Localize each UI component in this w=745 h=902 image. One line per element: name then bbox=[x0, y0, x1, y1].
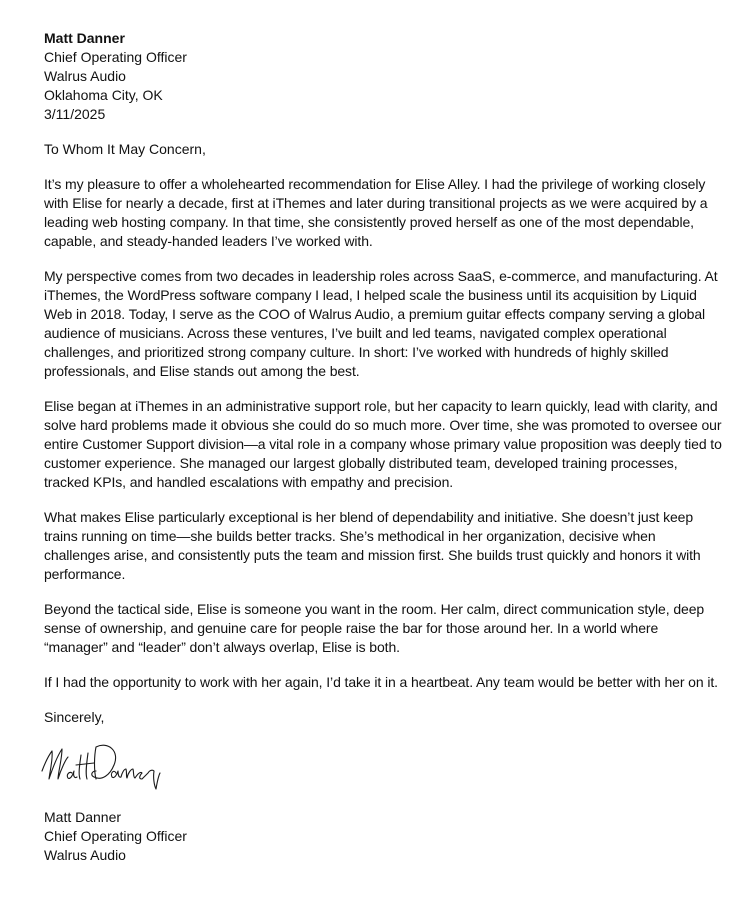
closing: Sincerely, bbox=[44, 709, 105, 725]
body-paragraph: What makes Elise particularly exceptional is her blend of dependability and initiative. She doesn’t just keep trains running on time—she builds better tracks. She’s methodical in her organization, decisive when challenges arise, and consistently puts the team and mission first. She builds trust quickly and honors it with performance. bbox=[44, 509, 701, 582]
sender-name: Matt Danner bbox=[44, 30, 125, 46]
handwritten-signature-icon bbox=[36, 733, 176, 795]
signature-block bbox=[44, 808, 724, 865]
sender-block bbox=[44, 29, 724, 124]
letter-date: 3/11/2025 bbox=[44, 106, 106, 122]
body-paragraph: It’s my pleasure to offer a wholehearted recommendation for Elise Alley. I had the privilege of working closely with Elise for nearly a decade, first at iThemes and later during transitional projects as we were acquired by a leading web hosting company. In that time, she consistently proved herself as one of the most dependable, capable, and steady-handed leaders I’ve worked with. bbox=[44, 176, 708, 249]
sender-company: Walrus Audio bbox=[44, 68, 126, 84]
body-paragraph: My perspective comes from two decades in leadership roles across SaaS, e-commerce, and manufacturing. At iThemes, the WordPress software company I lead, I helped scale the business until its acquisition by Liquid Web in 2018. Today, I serve as the COO of Walrus Audio, a premium guitar effects company serving a global audience of musicians. Across these ventures, I’ve built and led teams, navigated complex operational challenges, and prioritized strong company culture. In short: I’ve worked with hundreds of highly skilled professionals, and Elise stands out among the best. bbox=[44, 268, 718, 379]
signer-name: Matt Danner bbox=[44, 809, 122, 825]
recommendation-letter bbox=[44, 29, 724, 865]
sender-location: Oklahoma City, OK bbox=[44, 87, 163, 103]
signer-title: Chief Operating Officer bbox=[44, 828, 187, 844]
body-paragraph: Elise began at iThemes in an administrative support role, but her capacity to learn quickly, lead with clarity, and solve hard problems made it obvious she could do so much more. Over time, she was promoted to oversee our entire Customer Support division—a vital role in a company whose primary value proposition was deeply tied to customer experience. She managed our largest globally distributed team, developed training processes, tracked KPIs, and handled escalations with empathy and precision. bbox=[44, 398, 722, 490]
sender-title: Chief Operating Officer bbox=[44, 49, 187, 65]
body-paragraph: Beyond the tactical side, Elise is someone you want in the room. Her calm, direct communication style, deep sense of ownership, and genuine care for people raise the bar for those around her. In a world where “manager” and “leader” don’t always overlap, Elise is both. bbox=[44, 601, 705, 655]
signer-company: Walrus Audio bbox=[44, 847, 126, 863]
body-paragraph: If I had the opportunity to work with her again, I’d take it in a heartbeat. Any team would be better with her on it. bbox=[44, 674, 718, 690]
salutation: To Whom It May Concern, bbox=[44, 141, 206, 157]
